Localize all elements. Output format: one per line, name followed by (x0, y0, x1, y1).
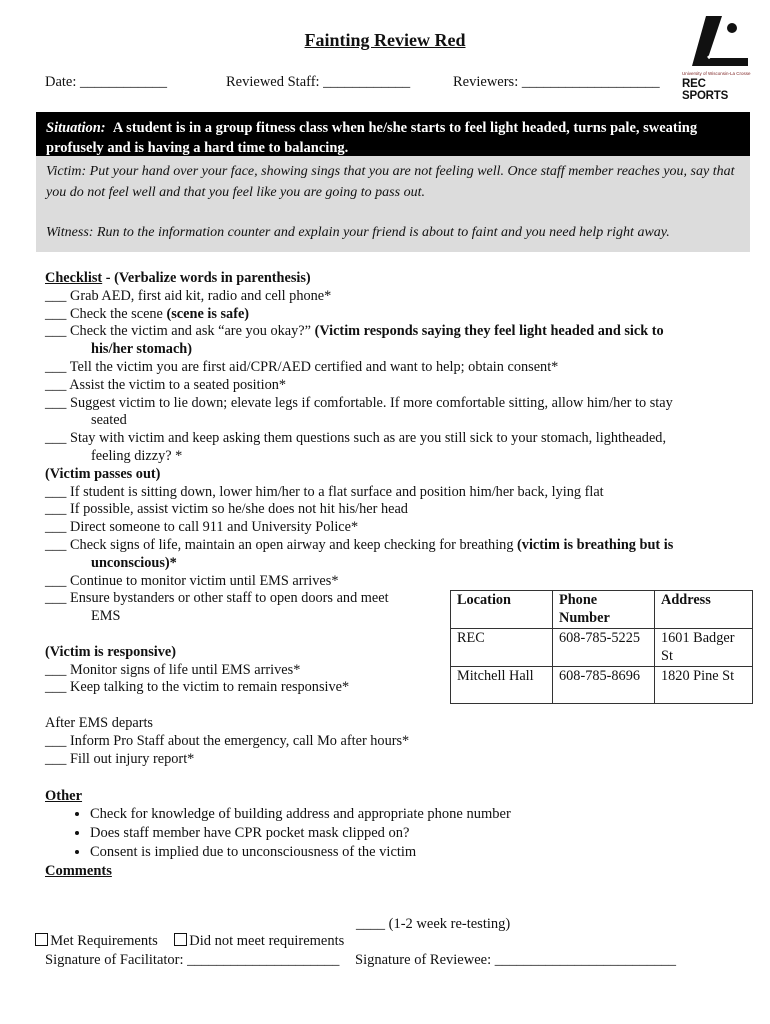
rec-sports-logo (678, 14, 754, 102)
table-header-row (451, 591, 753, 629)
checklist-item-cont: EMS (91, 608, 121, 625)
reviewers-field: Reviewers: ___________________ (453, 74, 660, 90)
situation-text: A student is in a group fitness class when he/she starts to feel light headed, turns pale, sweating profusely and is having a hard time to balancing. (46, 120, 698, 156)
checklist-subheading: After EMS departs (45, 714, 153, 731)
reviewee-signature-field: Signature of Reviewee: _________________________ (355, 952, 676, 968)
checklist-item-cont: his/her stomach) (91, 341, 193, 358)
list-item: • Does staff member have CPR pocket mask clipped on? (90, 824, 590, 843)
logo-text: REC SPORTS (682, 78, 729, 102)
victim-instructions: Victim: Put your hand over your face, showing sings that you are not feeling well. Once staff member reaches you, say that you do not feel well and that you feel like you are going to pass out. (46, 164, 735, 200)
table-cell: 1601 Badger St (655, 629, 753, 667)
list-item: • Consent is implied due to unconsciousness of the victim (90, 843, 590, 862)
not-met-requirements-option[interactable]: Did not meet requirements (167, 916, 344, 950)
table-cell: REC (451, 629, 553, 667)
met-requirements-checkbox[interactable] (35, 933, 48, 946)
checklist-item: ___ If student is sitting down, lower him/her to a flat surface and position him/her back, lying flat (45, 483, 604, 500)
checklist-item: ___ Ensure bystanders or other staff to open doors and meet (45, 590, 389, 607)
checklist-item: ___ Direct someone to call 911 and University Police* (45, 519, 359, 536)
checklist-item: ___ Continue to monitor victim until EMS arrives* (45, 572, 339, 589)
other-list (70, 805, 590, 862)
situation-label: Situation: (46, 120, 106, 136)
date-field: Date: ____________ (45, 74, 168, 90)
logo-university-text: University of Wisconsin-La Crosse (682, 71, 751, 76)
page-title: Fainting Review Red (304, 30, 466, 50)
witness-instructions: Witness: Run to the information counter and explain your friend is about to faint and you need help right away. (46, 225, 670, 240)
reviewed-staff-field: Reviewed Staff: ____________ (226, 74, 411, 90)
checklist-item: ___ Fill out injury report* (45, 750, 195, 767)
logo-mark-icon (678, 14, 754, 74)
table-cell: 608-785-8696 (553, 667, 655, 704)
checklist-item: ___ Assist the victim to a seated position* (45, 376, 287, 393)
checklist-subheading: (Victim is responsive) (45, 643, 177, 660)
list-item: • Check for knowledge of building address and appropriate phone number (90, 805, 590, 824)
situation-box (36, 112, 750, 156)
checklist-item: ___ Suggest victim to lie down; elevate legs if comfortable. If more comfortable sitting, allow him/her to stay (45, 394, 673, 411)
not-met-requirements-checkbox[interactable] (174, 933, 187, 946)
checklist-item: ___ Keep talking to the victim to remain responsive* (45, 679, 350, 696)
facilitator-signature-field: Signature of Facilitator: _____________________ (45, 952, 340, 968)
checklist-item: ___ Inform Pro Staff about the emergency, call Mo after hours* (45, 732, 410, 749)
location-table (450, 590, 753, 704)
checklist-item: ___ Monitor signs of life until EMS arrives* (45, 661, 301, 678)
checklist-subheading: (Victim passes out) (45, 465, 161, 482)
checklist-heading: Checklist - (Verbalize words in parenthesis) (45, 270, 311, 286)
checklist-item-cont: seated (91, 412, 127, 429)
table-cell: 1820 Pine St (655, 667, 753, 704)
comments-heading: Comments (45, 863, 112, 879)
other-heading: Other (45, 788, 83, 804)
column-header: Address (655, 591, 753, 629)
table-cell: 608-785-5225 (553, 629, 655, 667)
met-requirements-option[interactable]: Met Requirements (28, 916, 158, 950)
checklist-item: ___ Grab AED, first aid kit, radio and cell phone* (45, 287, 332, 304)
checklist-item-cont: unconscious)* (91, 554, 177, 571)
checklist-item: ___ Check the victim and ask “are you okay?” (Victim responds saying they feel light headed and sick to (45, 323, 664, 340)
checklist-item: ___ Check signs of life, maintain an open airway and keep checking for breathing (victim is breathing but is (45, 536, 674, 553)
checklist-item: ___ Check the scene (scene is safe) (45, 305, 250, 322)
table-cell: Mitchell Hall (451, 667, 553, 704)
roles-box (36, 156, 750, 252)
retest-field: ____ (1-2 week re-testing) (356, 916, 511, 932)
checklist-item: ___ Stay with victim and keep asking them questions such as are you still sick to your stomach, lightheaded, (45, 430, 667, 447)
checklist-item: ___ Tell the victim you are first aid/CPR/AED certified and want to help; obtain consent* (45, 358, 559, 375)
checklist-item: ___ If possible, assist victim so he/she does not hit his/her head (45, 501, 408, 518)
checklist-item-cont: feeling dizzy? * (91, 447, 183, 464)
column-header: Location (451, 591, 553, 629)
column-header: Phone Number (553, 591, 655, 629)
table-row (451, 667, 753, 704)
table-row (451, 629, 753, 667)
